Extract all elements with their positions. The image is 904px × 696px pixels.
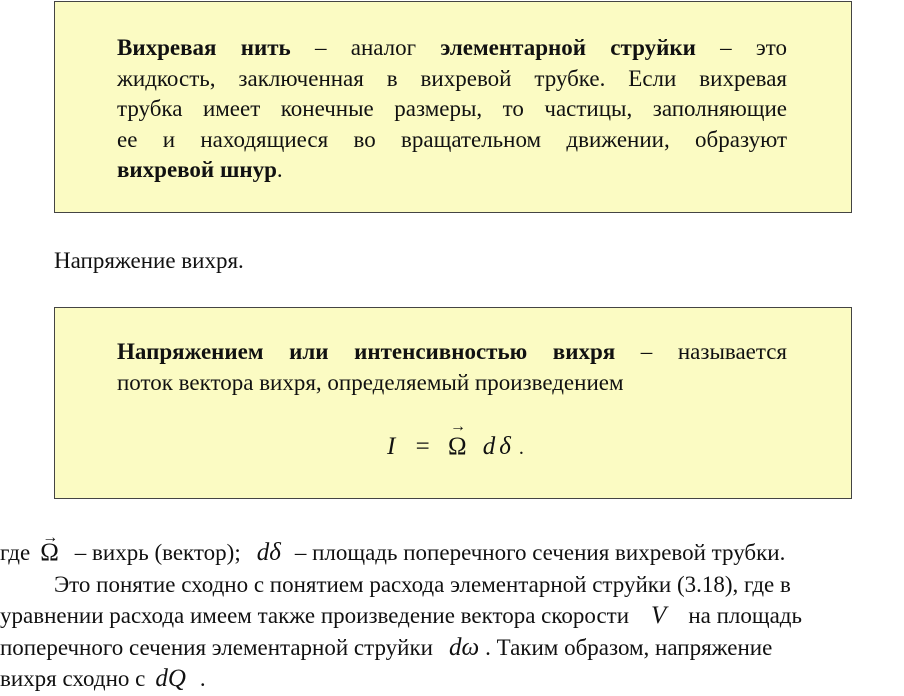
definition-text — [117, 33, 787, 186]
term-vortex-cord: вихревой шнур — [117, 157, 277, 182]
def1-line-2: жидкость, заключенная в вихревой трубке. Если вихревая — [117, 65, 787, 91]
formula-vortex-intensity — [387, 433, 524, 461]
omega-vector-symbol: → Ω — [40, 537, 59, 569]
explanation-paragraph — [0, 537, 904, 695]
formula-omega-vector: → Ω — [448, 433, 467, 461]
formula-lhs: I — [387, 433, 396, 460]
term-vortex-intensity: Напряжением или интенсивностью вихря — [117, 339, 616, 364]
def1-line-1: Вихревая нить – аналог элементарной струйки – это — [117, 35, 788, 60]
section-heading: Напряжение вихря. — [54, 248, 244, 273]
def1-line-4: ее и находящиеся во вращательном движении, образуют — [117, 126, 787, 152]
definition-box-vortex-filament — [54, 1, 852, 213]
def2-line-1: Напряжением или интенсивностью вихря – называется — [117, 339, 787, 364]
para-line-4: поперечного сечения элементарной струйки dω . Таким образом, напряжение — [0, 633, 773, 661]
formula-d: d — [482, 433, 496, 460]
def1-line-3: трубка имеет конечные размеры, то частицы, заполняющие — [117, 96, 787, 121]
formula-end: . — [518, 437, 524, 459]
para-line-3: уравнении расхода имеем также произведение вектора скорости V на площадь — [0, 602, 802, 629]
term-vortex-filament: Вихревая нить — [117, 35, 291, 60]
def2-line-2: поток вектора вихря, определяемый произведением — [117, 369, 624, 395]
term-elementary-stream: элементарной струйки — [440, 35, 696, 60]
d-omega-symbol: dω — [448, 633, 480, 661]
formula-delta: δ — [499, 433, 511, 460]
def1-line-5: вихревой шнур. — [117, 157, 283, 182]
para-line-5: вихря сходно с dQ . — [0, 665, 206, 692]
para-line-1: где→ Ω – вихрь (вектор); dδ – площадь поперечного сечения вихревой трубки. — [0, 537, 904, 569]
dQ-symbol: dQ — [155, 665, 186, 692]
definition-text — [117, 337, 787, 398]
para-line-2: Это понятие сходно с понятием расхода элементарной струйки (3.18), где в — [54, 571, 791, 597]
velocity-symbol: V — [651, 602, 667, 629]
formula-equals: = — [415, 433, 430, 460]
d-delta-symbol: dδ — [256, 539, 281, 566]
definition-box-vortex-intensity — [54, 307, 852, 499]
